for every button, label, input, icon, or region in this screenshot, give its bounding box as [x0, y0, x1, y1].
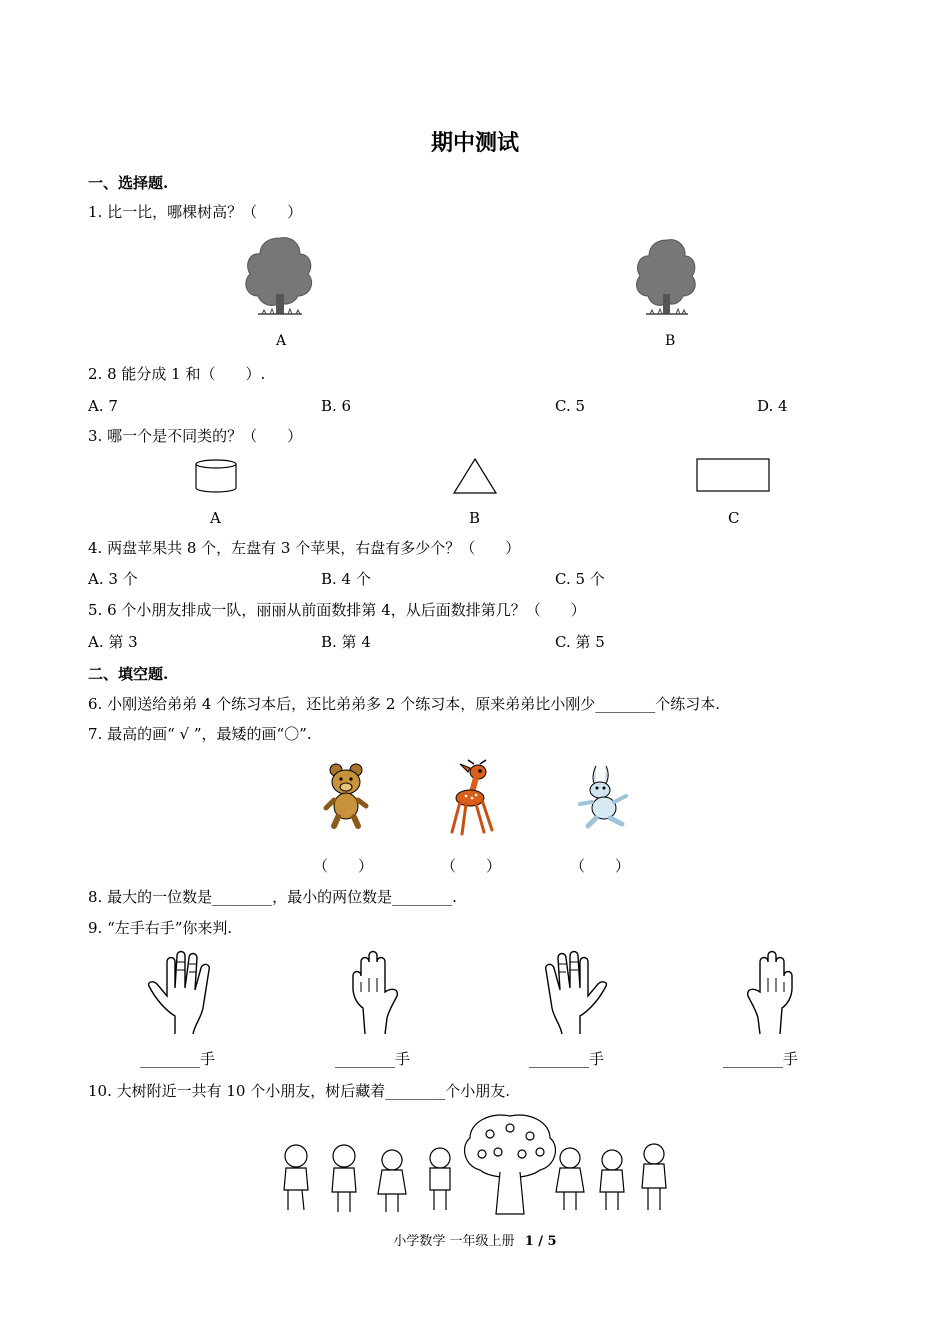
- question-5: 5. 6 个小朋友排成一队，丽丽从前面数排第 4，从后面数排第几？（ ）: [88, 601, 586, 619]
- tree-b-label: B: [665, 333, 676, 349]
- question-4: 4. 两盘苹果共 8 个，左盘有 3 个苹果，右盘有多少个？（ ）: [88, 539, 521, 557]
- section-heading-fill: 二、填空题.: [88, 665, 169, 683]
- hand-2-icon: [347, 948, 403, 1038]
- hand-3-answer: ________手: [529, 1050, 605, 1068]
- q5-option-c: C. 第 5: [555, 633, 605, 651]
- question-8: 8. 最大的一位数是________，最小的两位数是________.: [88, 888, 457, 906]
- rabbit-icon: [574, 764, 632, 830]
- triangle-icon: [452, 457, 498, 495]
- hand-2-answer: ________手: [335, 1050, 411, 1068]
- question-3: 3. 哪一个是不同类的？（ ）: [88, 427, 303, 445]
- q2-option-b: B. 6: [321, 397, 352, 415]
- deer-answer-blank: （ ）: [441, 857, 502, 875]
- hand-1-answer: ________手: [140, 1050, 216, 1068]
- tree-a-icon: [240, 234, 320, 320]
- hand-4-icon: [742, 948, 798, 1038]
- q2-option-c: C. 5: [555, 397, 586, 415]
- bear-answer-blank: （ ）: [313, 857, 374, 875]
- shape-c-label: C: [728, 509, 740, 527]
- question-2: 2. 8 能分成 1 和（ ）.: [88, 365, 266, 383]
- q2-option-d: D. 4: [757, 397, 788, 415]
- bear-icon: [322, 762, 370, 830]
- hand-4-answer: ________手: [723, 1050, 799, 1068]
- question-7: 7. 最高的画“ √ ”，最矮的画“〇”.: [88, 725, 312, 743]
- section-heading-choice: 一、选择题.: [88, 174, 169, 192]
- page-number: 1 / 5: [524, 1234, 557, 1249]
- cylinder-icon: [194, 458, 238, 494]
- q4-option-c: C. 5 个: [555, 570, 605, 588]
- q4-option-a: A. 3 个: [88, 570, 138, 588]
- tree-b-icon: [630, 236, 704, 320]
- shape-b-label: B: [469, 509, 481, 527]
- children-tree-icon: [278, 1110, 678, 1218]
- rectangle-icon: [696, 458, 771, 493]
- page-footer: [0, 1230, 950, 1249]
- question-1: 1. 比一比，哪棵树高？（ ）: [88, 203, 303, 221]
- tree-a-label: A: [276, 333, 287, 349]
- q5-option-a: A. 第 3: [88, 633, 138, 651]
- q4-option-b: B. 4 个: [321, 570, 371, 588]
- page-title: 期中测试: [430, 130, 519, 156]
- rabbit-answer-blank: （ ）: [570, 857, 631, 875]
- q5-option-b: B. 第 4: [321, 633, 371, 651]
- hand-1-icon: [145, 948, 217, 1038]
- question-10: 10. 大树附近一共有 10 个小朋友，树后藏着________个小朋友.: [88, 1082, 511, 1100]
- question-6: 6. 小刚送给弟弟 4 个练习本后，还比弟弟多 2 个练习本，原来弟弟比小刚少________个练习本.: [88, 695, 721, 713]
- q2-option-a: A. 7: [88, 397, 118, 415]
- deer-icon: [446, 760, 500, 836]
- hand-3-icon: [538, 948, 610, 1038]
- shape-a-label: A: [210, 509, 221, 527]
- question-9: 9. “左手右手”你来判.: [88, 919, 233, 937]
- footer-text: 小学数学 一年级上册: [393, 1234, 515, 1249]
